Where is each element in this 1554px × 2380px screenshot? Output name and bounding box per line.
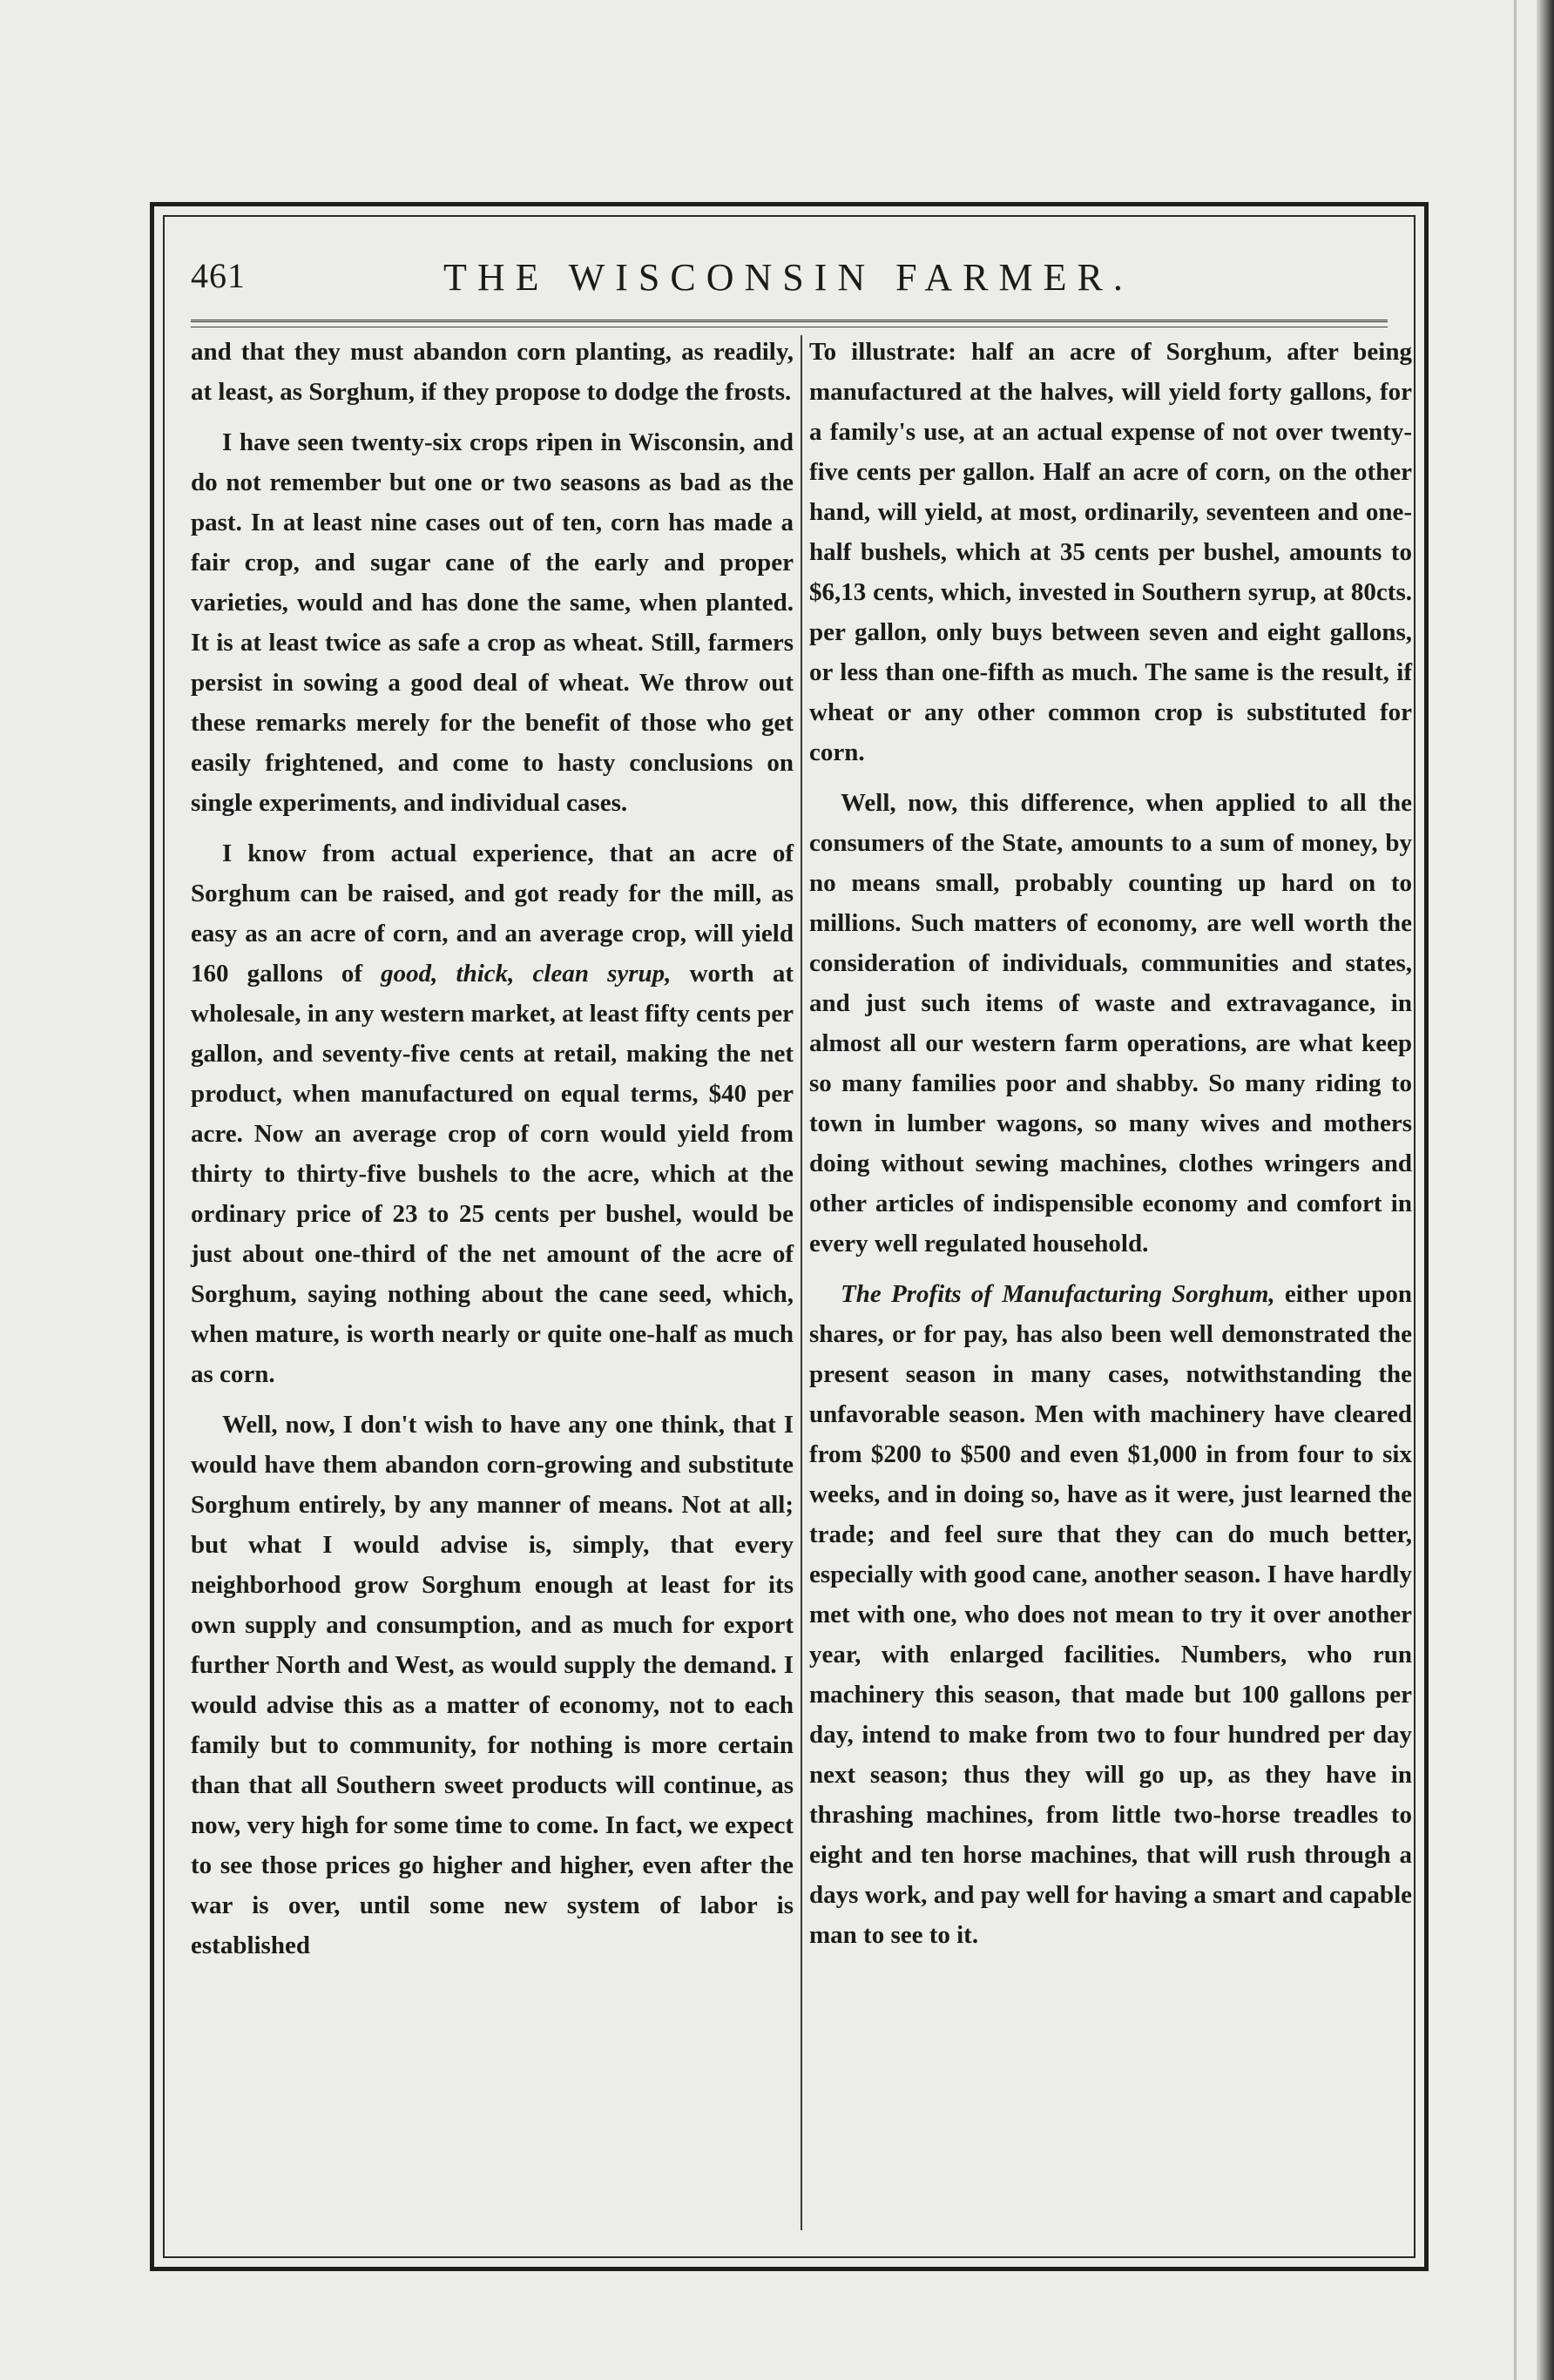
right-paragraph-2: Well, now, this difference, when applied to all the consumers of the State, amounts to a sum of money, by no means small, probably counting up hard on to millions. Such matters of economy, are well worth the consideration of individuals, communities and states, and just such items of waste and extravagance, in almost all our western farm operations, are what keep so many families poor and shabby. So many riding to town in lumber wagons, so many wives and mothers doing without sewing machines, clothes wringers and other articles of indispensible economy and comfort in every well regulated household.: [809, 789, 1412, 1257]
left-paragraph-3-text-b: worth at wholesale, in any western market, at least fifty cents per gallon, and seventy-five cents at retail, making the net product, when manufactured on equal terms, $40 per acre. Now an average crop of corn would yield from thirty to thirty-five bushels to the acre, which at the ordinary price of 23 to 25 cents per bushel, would be just about one-third of the net amount of the acre of Sorghum, saying nothing about the cane seed, which, when mature, is worth nearly or quite one-half as much as corn.: [191, 960, 794, 1388]
left-paragraph-3-text-a: I know from actual experience, that an acre of Sorghum can be raised, and got ready for the mill, as easy as an acre of corn, and an average crop, will yield 160 gallons of: [191, 839, 794, 988]
right-paragraph-3-text: either upon shares, or for pay, has also been well demonstrated the present season in many cases, notwithstanding the unfavorable season. Men with machinery have cleared from $200 to $500 and even $1,000 in from four to six weeks, and in doing so, have as it were, just learned the trade; and feel sure that they can do much better, especially with good cane, another season. I have hardly met with one, who does not mean to try it over another year, with enlarged facilities. Numbers, who run machinery this season, that made but 100 gallons per day, intend to make from two to four hundred per day next season; thus they will go up, as they have in thrashing machines, from little two-horse treadles to eight and ten horse machines, that will rush through a days work, and pay well for having a smart and capable man to see to it.: [809, 1280, 1412, 1949]
running-title: THE WISCONSIN FARMER.: [443, 256, 1133, 299]
right-paragraph-3-italic: The Profits of Manufacturing Sorghum,: [841, 1280, 1275, 1308]
left-paragraph-4: Well, now, I don't wish to have any one think, that I would have them abandon corn-growing and substitute Sorghum entirely, by any manner of means. Not at all; but what I would advise is, simply, that every neighborhood grow Sorghum enough at least for its own supply and consumption, and as much for export further North and West, as would supply the demand. I would advise this as a matter of economy, not to each family but to community, for nothing is more certain than that all Southern sweet products will continue, as now, very high for some time to come. In fact, we expect to see those prices go higher and higher, even after the war is over, until some new system of labor is established: [191, 1411, 794, 1959]
page-number: 461: [191, 256, 246, 295]
right-column: [809, 332, 1412, 1955]
page-frame: [150, 202, 1429, 2271]
left-paragraph-1: and that they must abandon corn planting, as readily, at least, as Sorghum, if they propose to dodge the frosts.: [191, 338, 794, 406]
left-paragraph-3: [191, 833, 794, 1394]
scan-edge-line: [1514, 0, 1517, 2380]
page-header: [191, 255, 1388, 311]
right-paragraph-1: To illustrate: half an acre of Sorghum, after being manufactured at the halves, will yield forty gallons, for a family's use, at an actual expense of not over twenty-five cents per gallon. Half an acre of corn, on the other hand, will yield, at most, ordinarily, seventeen and one-half bushels, which at 35 cents per bushel, amounts to $6,13 cents, which, invested in Southern syrup, at 80cts. per gallon, only buys between seven and eight gallons, or less than one-fifth as much. The same is the result, if wheat or any other common crop is substituted for corn.: [809, 338, 1412, 766]
header-rule: [191, 320, 1388, 322]
left-paragraph-3-italic: good, thick, clean syrup,: [381, 960, 672, 988]
column-divider: [801, 335, 802, 2230]
left-paragraph-2: I have seen twenty-six crops ripen in Wisconsin, and do not remember but one or two seasons as bad as the past. In at least nine cases out of ten, corn has made a fair crop, and sugar cane of the early and proper varieties, would and has done the same, when planted. It is at least twice as safe a crop as wheat. Still, farmers persist in sowing a good deal of wheat. We throw out these remarks merely for the benefit of those who get easily frightened, and come to hasty conclusions on single experiments, and individual cases.: [191, 428, 794, 817]
inner-frame: [163, 215, 1415, 2258]
scan-edge-shadow: [1537, 0, 1554, 2380]
right-paragraph-3: [809, 1274, 1412, 1955]
left-column: [191, 332, 794, 1965]
